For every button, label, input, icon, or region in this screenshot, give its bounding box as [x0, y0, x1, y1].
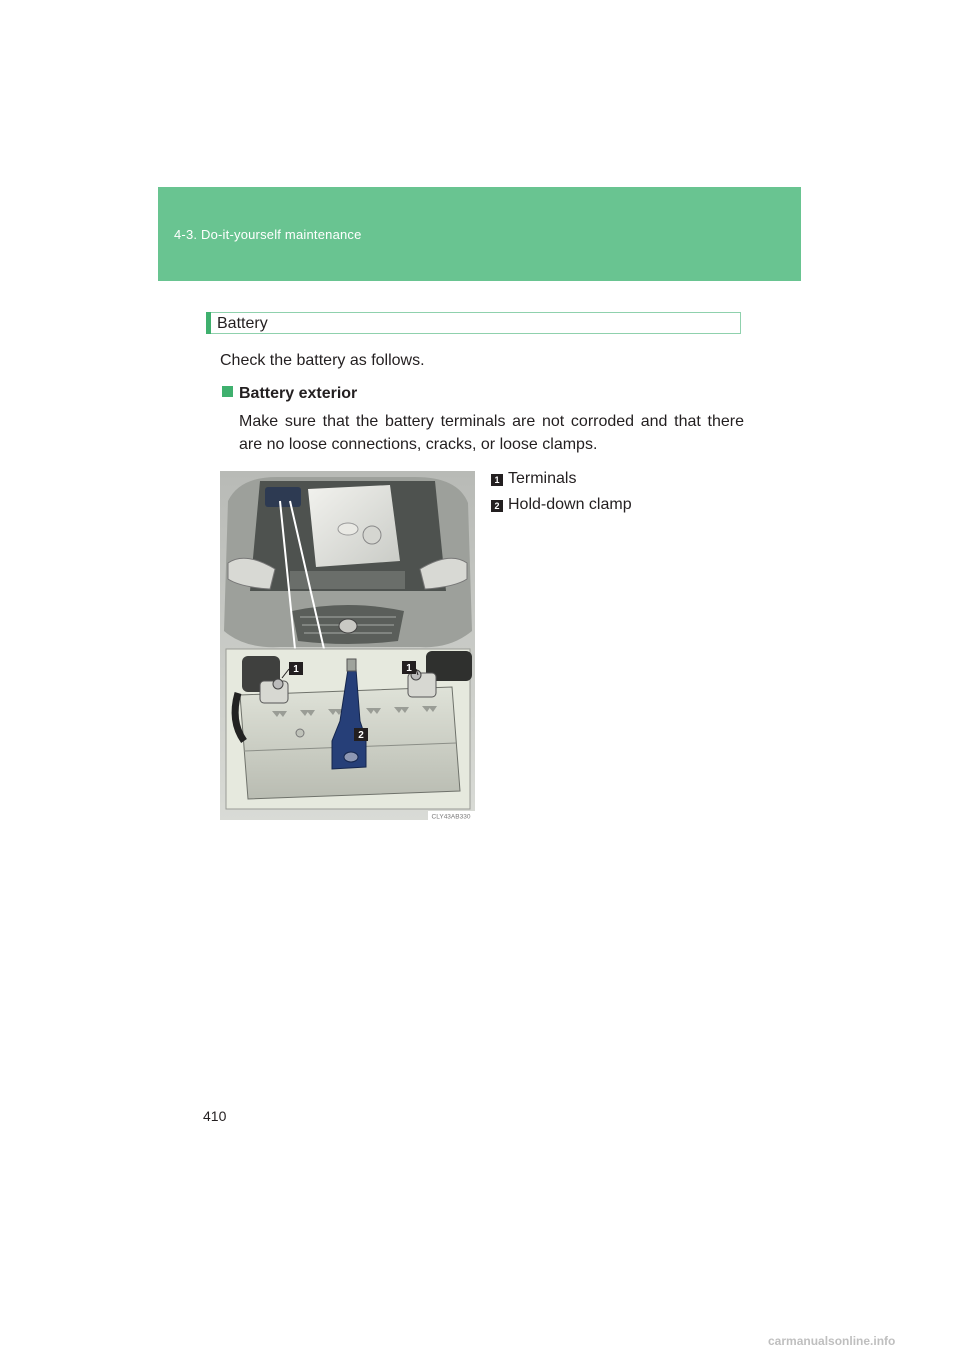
section-heading — [206, 312, 741, 334]
figure-code: CLY43AB330 — [431, 813, 471, 820]
header-band — [158, 187, 801, 281]
marker-1-left-label: 1 — [293, 664, 299, 675]
battery-illustration — [220, 471, 475, 820]
callout-number: 1 — [491, 474, 503, 486]
section-accent-bar — [206, 312, 211, 334]
square-bullet-icon — [222, 386, 233, 397]
battery-location — [265, 487, 301, 507]
callout-number: 2 — [491, 500, 503, 512]
intro-text: Check the battery as follows. — [220, 352, 425, 369]
chapter-title: 4-3. Do-it-yourself maintenance — [174, 227, 362, 242]
watermark-logo: carmanualsonline.info — [768, 1334, 896, 1348]
section-title: Battery — [217, 315, 268, 332]
callout-label: Terminals — [508, 470, 577, 487]
subsection-body: Make sure that the battery terminals are not corroded and that there are no loose connections, cracks, or loose clamps. — [239, 413, 744, 453]
marker-1-right-label: 1 — [406, 663, 412, 674]
page-number: 410 — [203, 1108, 227, 1124]
subsection-heading — [222, 385, 357, 403]
subsection-title: Battery exterior — [239, 385, 358, 402]
callout-label: Hold-down clamp — [508, 496, 632, 513]
marker-2-label: 2 — [358, 730, 364, 741]
